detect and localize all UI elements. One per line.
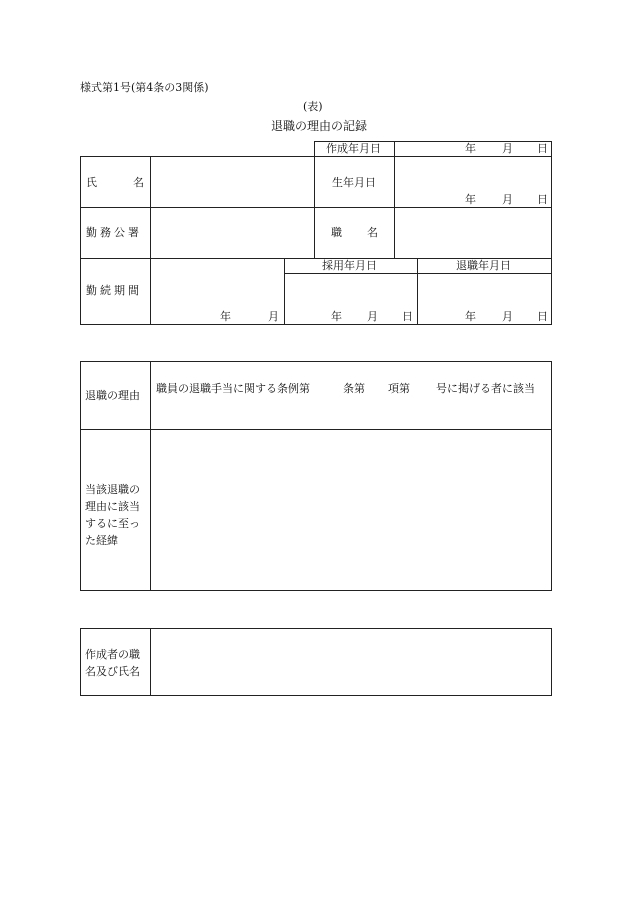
- retire-date-day: 日: [537, 310, 548, 323]
- reason-text-article: 職員の退職手当に関する条例第: [156, 382, 310, 395]
- form-number: 様式第1号(第4条の3関係): [80, 81, 209, 94]
- reason-label: 退職の理由: [85, 389, 140, 402]
- hire-date-month: 月: [367, 310, 378, 323]
- hire-date-day: 日: [402, 310, 413, 323]
- reason-text-paragraph: 項第: [388, 382, 410, 395]
- page-title: 退職の理由の記録: [271, 119, 368, 133]
- retire-date-month: 月: [502, 310, 513, 323]
- retire-date-year: 年: [465, 310, 476, 323]
- author-label: 作成者の職名及び氏名: [85, 648, 140, 678]
- period-label: 勤続期間: [86, 284, 142, 297]
- post-label-second: 名: [367, 226, 378, 239]
- author-field[interactable]: [151, 629, 551, 695]
- birth-date-day: 日: [537, 193, 548, 206]
- birth-date-label: 生年月日: [332, 176, 376, 189]
- created-date-day: 日: [537, 142, 548, 155]
- hire-date-year: 年: [331, 310, 342, 323]
- name-label-second: 名: [133, 176, 144, 189]
- circumstances-label: 当該退職の理由に該当するに至った経緯: [85, 483, 140, 547]
- retire-date-label: 退職年月日: [456, 259, 511, 272]
- created-date-year: 年: [465, 142, 476, 155]
- front-label: (表): [303, 100, 323, 113]
- birth-date-month: 月: [502, 193, 513, 206]
- period-month: 月: [268, 310, 279, 323]
- reason-text-item: 号に掲げる者に該当: [436, 382, 535, 395]
- post-label-first: 職: [331, 226, 342, 239]
- name-label-first: 氏: [86, 176, 97, 189]
- office-label: 勤務公署: [86, 226, 142, 239]
- created-date-label: 作成年月日: [326, 142, 381, 155]
- period-year: 年: [220, 310, 231, 323]
- birth-date-year: 年: [465, 193, 476, 206]
- reason-text-clause: 条第: [343, 382, 365, 395]
- hire-date-label: 採用年月日: [322, 259, 377, 272]
- created-date-month: 月: [502, 142, 513, 155]
